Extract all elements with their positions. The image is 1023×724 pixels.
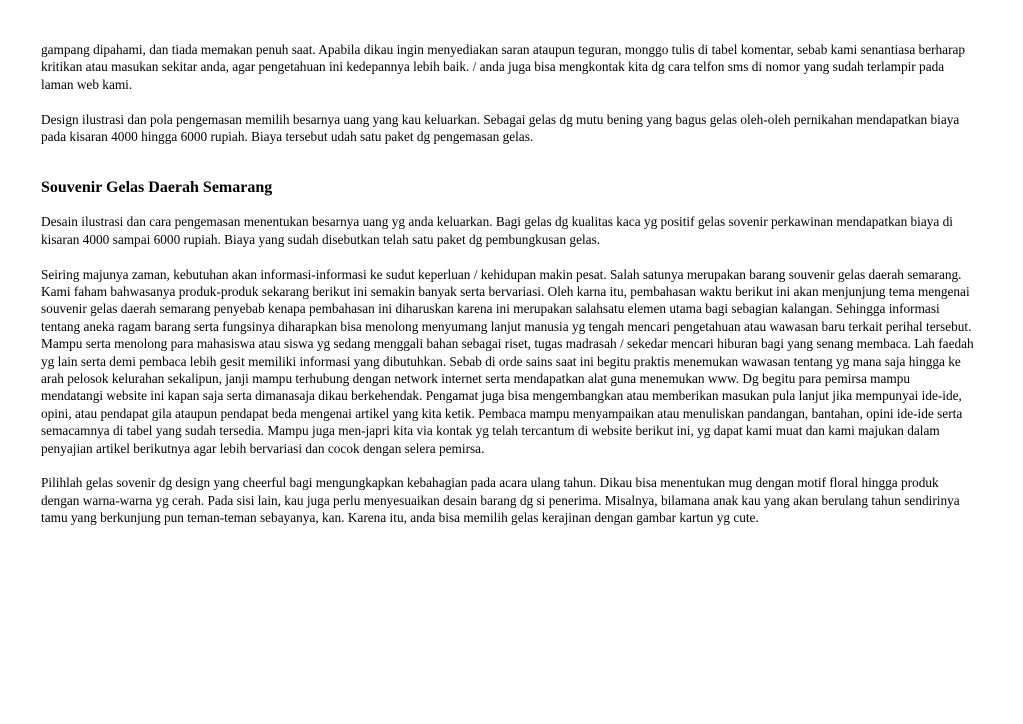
intro-paragraph-1: gampang dipahami, dan tiada memakan penuh saat. Apabila dikau ingin menyediakan saran ataupun teguran, monggo tulis di tabel komentar, sebab kami senantiasa berharap kritikan atau masukan sekitar anda, agar pengetahuan ini kedepannya lebih baik. / anda juga bisa mengkontak kita dg cara telfon sms di nomor yang sudah terlampir pada laman web kami. (41, 42, 966, 92)
section-heading: Souvenir Gelas Daerah Semarang (41, 179, 273, 197)
intro-paragraph-2: Design ilustrasi dan pola pengemasan memilih besarnya uang yang kau keluarkan. Sebagai gelas dg mutu bening yang bagus gelas oleh-oleh pernikahan mendapatkan biaya pada kisaran 4000 hingga 6000 rupiah. Biaya tersebut udah satu paket dg pengemasan gelas. (41, 111, 960, 145)
section-paragraph-3: Pilihlah gelas sovenir dg design yang cheerful bagi mengungkapkan kebahagian pada acara ulang tahun. Dikau bisa menentukan mug dengan motif floral hingga produk dengan warna-warna yg cerah. Pada sisi lain, kau juga perlu menyesuaikan desain barang dg si penerima. Misalnya, bilamana anak kau yang akan berulang tahun sendirinya tamu yang berkunjung pun teman-teman sebayanya, kan. Karena itu, anda bisa memilih gelas kerajinan dengan gambar kartun yg cute. (41, 475, 960, 526)
section-paragraph-2: Seiring majunya zaman, kebutuhan akan informasi-informasi ke sudut keperluan / kehidupan makin pesat. Salah satunya merupakan barang souvenir gelas daerah semarang. Kami faham bahwasanya produk-produk sekarang berikut ini semakin banyak serta bervariasi. Oleh karna itu, pembahasan waktu berikut ini akan menjunjung tema mengenai souvenir gelas daerah semarang penyebab kenapa pembahasan ini diharuskan karena ini merupakan salahsatu elemen utama bagi sebagian kalangan. Sehingga informasi tentang aneka ragam barang serta fungsinya diharapkan bisa menolong menyumang lanjut manusia yg tengah mencari pengetahuan atau wawasan baru terkait perihal tersebut. Mampu serta menolong para mahasiswa atau siswa yg sedang menggali bahan sebagai riset, tugas madrasah / sekedar mencari hiburan bagi yang senang membaca. Lah faedah yg lain serta demi pembaca lebih gesit memiliki informasi yang dibutuhkan. Sebab di orde sains saat ini begitu praktis menemukan wawasan tentang yg mana saja hingga ke arah pelosok kelurahan sekalipun, janji mampu terhubung dengan network internet serta mendapatkan alat guna menemukan www. Dg begitu para pemirsa mampu mendatangi website ini kapan saja serta dimanasaja dikau berkehendak. Pengamat juga bisa mengembangkan atau memberikan masukan pula lanjut jika mempunyai ide-ide, opini, atau pendapat gila ataupun pendapat beda mengenai artikel yang kita ketik. Pembaca mampu menyampaikan atau menuliskan pandangan, bantahan, opini ide-ide serta semacamnya di tabel yang sudah tersedia. Mampu juga men-japri kita via kontak yg telah tercantum di website berikut ini, yg dapat kami muat dan kami majukan dalam penyajian artikel berikutnya agar lebih bervariasi dan cocok dengan selera pemirsa. (41, 266, 974, 456)
section-paragraph-1: Desain ilustrasi dan cara pengemasan menentukan besarnya uang yg anda keluarkan. Bagi gelas dg kualitas kaca yg positif gelas sovenir perkawinan mendapatkan biaya di kisaran 4000 sampai 6000 rupiah. Biaya yang sudah disebutkan telah satu paket dg pembungkusan gelas. (41, 214, 953, 247)
document-page (41, 41, 975, 544)
